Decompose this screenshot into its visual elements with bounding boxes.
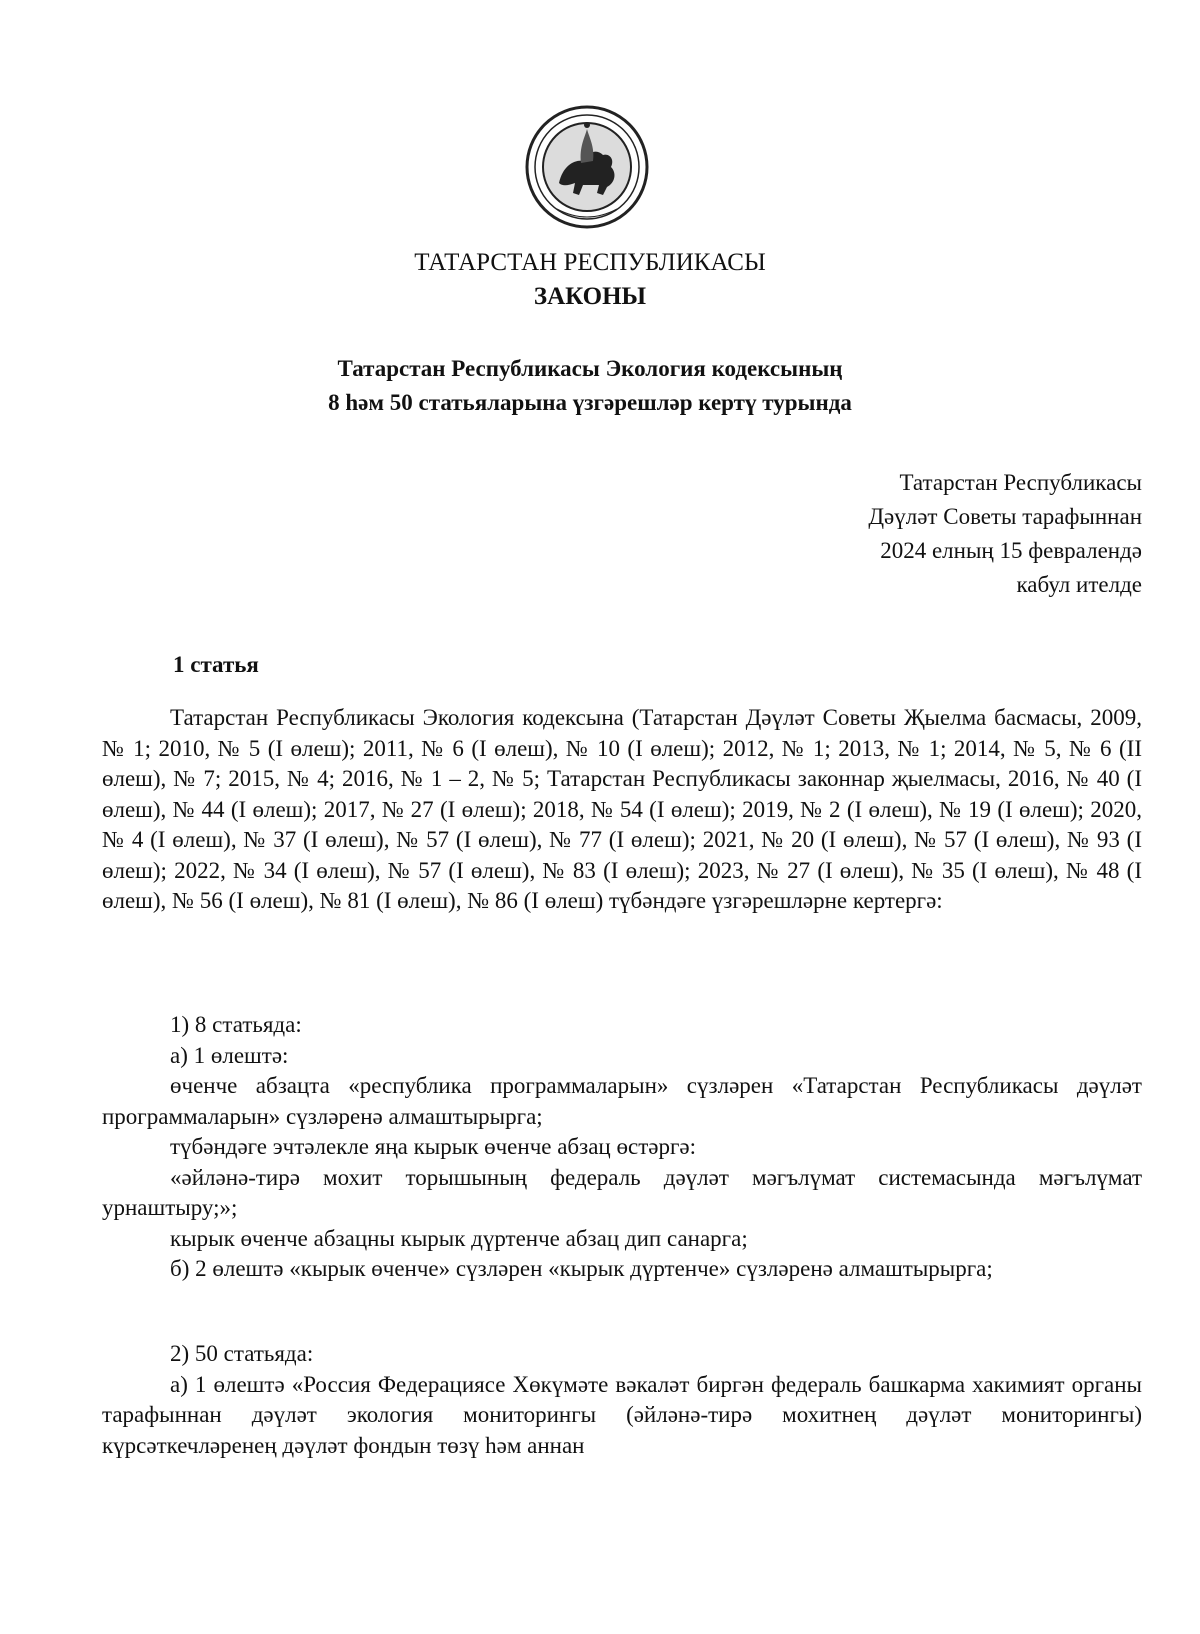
paragraph: түбәндәге эчтәлекле яңа кырык өченче абзац өстәргә: (170, 1134, 696, 1159)
paragraph: а) 1 өлештә «Россия Федерациясе Хөкүмәте вәкаләт биргән федераль башкарма хакимият органы тарафыннан дәүләт экология мониторингы (әйләнә-тирә мохитнең дәүләт мониторингы) күрсәткечләренең дәүләт фондын төзү һәм аннан (102, 1371, 1142, 1458)
article-intro (102, 703, 1142, 917)
republic-heading: ТАТАРСТАН РЕСПУБЛИКАСЫ (414, 249, 766, 276)
paragraph: 1) 8 статьяда: (170, 1012, 302, 1037)
paragraph: б) 2 өлештә «кырык өченче» сүзләрен «кырык дүртенче» сүзләренә алмаштырырга; (170, 1256, 993, 1281)
paragraph: 2) 50 статьяда: (170, 1341, 314, 1366)
adoption-line: 2024 елның 15 февралендә (880, 538, 1142, 563)
article-items-1 (102, 1010, 1142, 1285)
law-heading: ЗАКОНЫ (533, 283, 647, 310)
paragraph: «әйләнә-тирә мохит торышының федераль дәүләт мәгълүмат системасында мәгълүмат урнаштыру;»; (102, 1164, 1142, 1220)
paragraph: кырык өченче абзацны кырык дүртенче абзац дип санарга; (170, 1225, 748, 1251)
paragraph: Татарстан Республикасы Экология кодексына (Татарстан Дәүләт Советы Җыелма басмасы, 2009, № 1; 2010, № 5 (I өлеш); 2011, № 6 (I өлеш), № 10 (I өлеш); 2012, № 1; 2013, № 1; 2014, № 5, № 6 (II өлеш), № 7; 2015, № 4; 2016, № 1 – 2, № 5; Татарстан Республикасы законнар җыелмасы, 2016, № 40 (I өлеш), № 44 (I өлеш); 2017, № 27 (I өлеш); 2018, № 54 (I өлеш); 2019, № 2 (I өлеш), № 19 (I өлеш); 2020, № 4 (I өлеш), № 37 (I өлеш), № 57 (I өлеш), № 77 (I өлеш); 2021, № 20 (I өлеш), № 57 (I өлеш), № 93 (I өлеш); 2022, № 34 (I өлеш), № 57 (I өлеш), № 83 (I өлеш); 2023, № 27 (I өлеш), № 35 (I өлеш), № 48 (I өлеш), № 56 (I өлеш), № 81 (I өлеш), № 86 (I өлеш) түбәндәге үзгәрешләрне кертергә: (102, 705, 1142, 913)
adoption-line: Дәүләт Советы тарафыннан (868, 504, 1142, 529)
law-title (0, 352, 1180, 420)
paragraph: а) 1 өлештә: (170, 1042, 289, 1068)
article-heading: 1 статья (173, 652, 259, 677)
adoption-note (868, 466, 1142, 602)
article-items-2 (102, 1339, 1142, 1461)
coat-of-arms-seal-icon (523, 103, 651, 231)
law-title-line: Татарстан Республикасы Экология кодексының (337, 356, 843, 381)
adoption-line: кабул ителде (1016, 572, 1142, 597)
law-title-line: 8 һәм 50 статьяларына үзгәрешләр кертү турында (328, 390, 852, 415)
paragraph: өченче абзацта «республика программаларын» сүзләрен «Татарстан Республикасы дәүләт программаларын» сүзләренә алмаштырырга; (102, 1073, 1142, 1129)
adoption-line: Татарстан Республикасы (899, 470, 1142, 495)
